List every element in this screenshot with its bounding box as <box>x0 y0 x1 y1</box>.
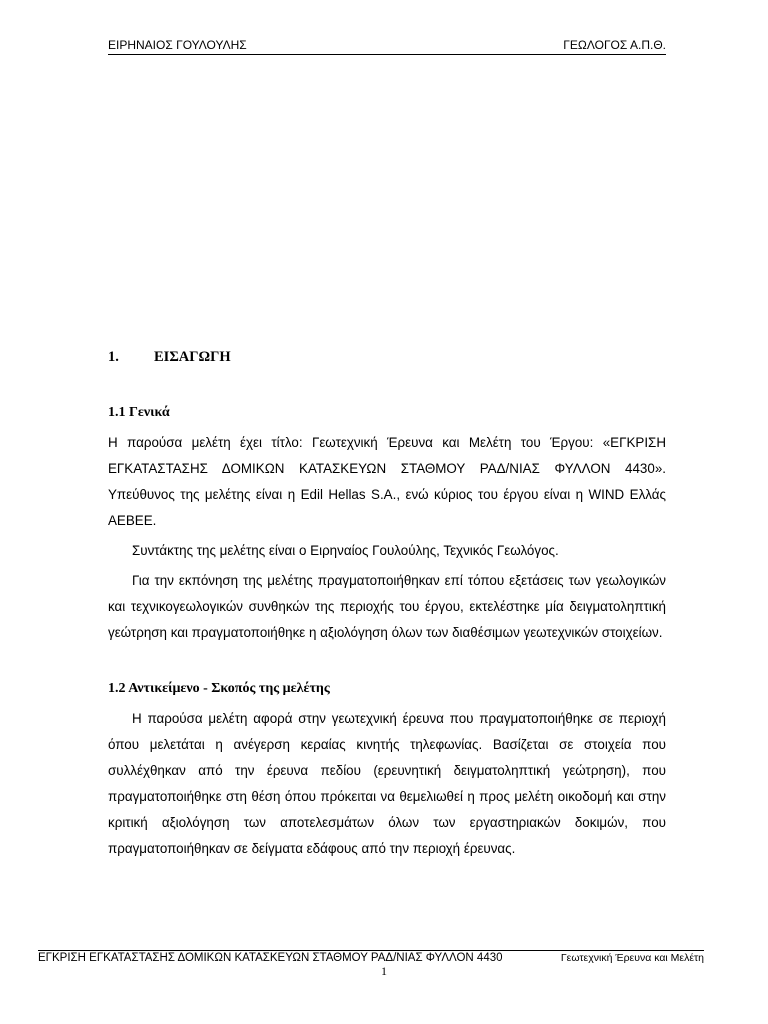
page-header <box>108 38 666 55</box>
section-1-number: 1. <box>108 349 119 365</box>
section-1-heading <box>108 344 666 370</box>
page-number: 1 <box>381 964 387 978</box>
section-1-title: ΕΙΣΑΓΩΓΗ <box>154 349 231 365</box>
section-1-1-heading: 1.1 Γενικά <box>108 405 170 420</box>
section-1-1-paragraph-1: Η παρούσα μελέτη έχει τίτλο: Γεωτεχνική Έρευνα και Μελέτη του Έργου: «ΕΓΚΡΙΣΗ ΕΓΚΑΤΑΣΤΑΣΗΣ ΔΟΜΙΚΩΝ ΚΑΤΑΣΚΕΥΩΝ ΣΤΑΘΜΟΥ ΡΑΔ/ΝΙΑΣ ΦΥΛΛΟΝ 4430». Υπεύθυνος της μελέτης είναι η Edil Hellas S.A., ενώ κύριος του έργου είναι η WIND Ελλάς ΑΕΒΕΕ. <box>108 435 666 528</box>
header-title: ΓΕΩΛΟΓΟΣ Α.Π.Θ. <box>563 38 666 52</box>
section-1-2-paragraph-1: Η παρούσα μελέτη αφορά στην γεωτεχνική έρευνα που πραγματοποιήθηκε σε περιοχή όπου μελετάται η ανέγερση κεραίας κινητής τηλεφωνίας. Βασίζεται σε στοιχεία που συλλέχθηκαν από την έρευνα πεδίου (ερευνητική δειγματοληπτική γεώτρηση), που πραγματοποιήθηκε στη θέση όπου πρόκειται να θεμελιωθεί η προς μελέτη οικοδομή και στην κριτική αξιολόγηση των αποτελεσμάτων όλων των εργαστηριακών δοκιμών, που πραγματοποιήθηκαν σε δείγματα εδάφους από την περιοχή έρευνας. <box>108 711 666 856</box>
footer-doc-type: Γεωτεχνική Έρευνα και Μελέτη <box>560 952 704 964</box>
section-1-1-paragraph-3: Για την εκπόνηση της μελέτης πραγματοποιήθηκαν επί τόπου εξετάσεις των γεωλογικών και τεχνικογεωλογικών συνθηκών της περιοχής του έργου, εκτελέστηκε μία δειγματοληπτική γεώτρηση και πραγματοποιήθηκε η αξιολόγηση όλων των διαθέσιμων γεωτεχνικών στοιχείων. <box>108 573 666 640</box>
header-author: ΕΙΡΗΝΑΙΟΣ ΓΟΥΛΟΥΛΗΣ <box>108 38 247 52</box>
section-1-1-paragraph-2: Συντάκτης της μελέτης είναι ο Ειρηναίος Γουλούλης, Τεχνικός Γεωλόγος. <box>132 543 559 558</box>
section-1-2-heading: 1.2 Αντικείμενο - Σκοπός της μελέτης <box>108 681 330 696</box>
page-footer <box>38 950 704 964</box>
document-body <box>108 344 666 862</box>
footer-project: ΕΓΚΡΙΣΗ ΕΓΚΑΤΑΣΤΑΣΗΣ ΔΟΜΙΚΩΝ ΚΑΤΑΣΚΕΥΩΝ ΣΤΑΘΜΟΥ ΡΑΔ/ΝΙΑΣ ΦΥΛΛΟΝ 4430 <box>38 952 503 964</box>
